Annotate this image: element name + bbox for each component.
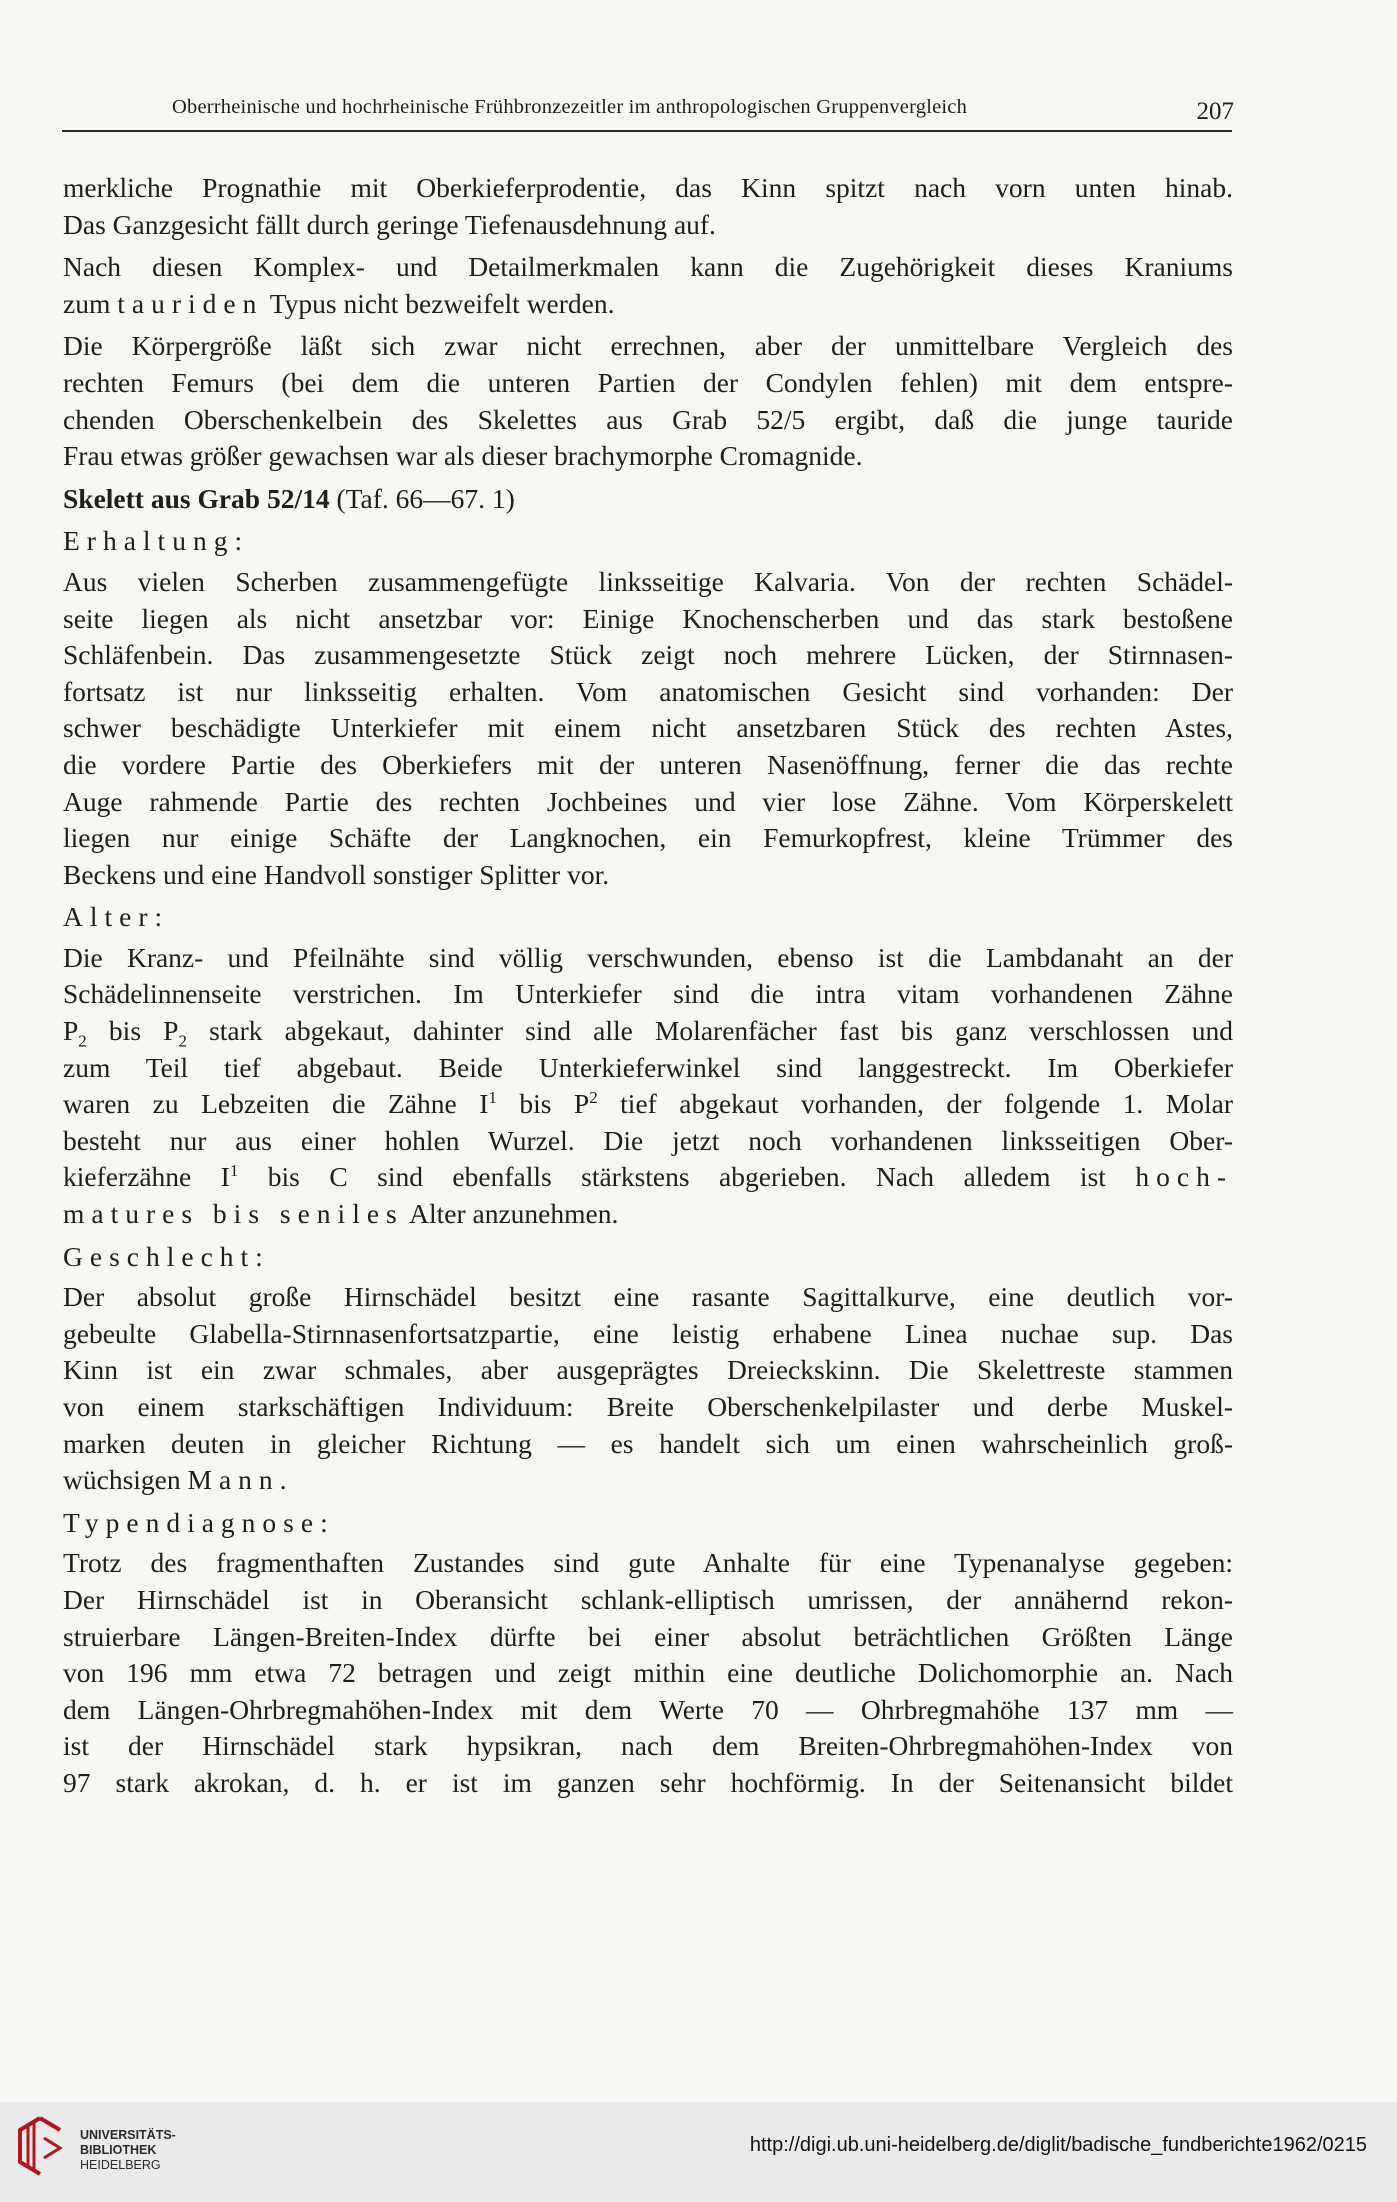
paragraph-zugehoerigkeit xyxy=(63,249,1233,322)
paragraph-geschlecht xyxy=(63,1279,1233,1499)
text-line: Das Ganzgesicht fällt durch geringe Tiefenausdehnung auf. xyxy=(63,208,716,240)
text-line: die vordere Partie des Oberkiefers mit der unteren Nasenöffnung, ferner die das rechte xyxy=(63,748,1233,780)
text-line: marken deuten in gleicher Richtung — es handelt sich um einen wahrscheinlich groß- xyxy=(63,1427,1233,1459)
label-geschlecht: Geschlecht: xyxy=(63,1240,270,1272)
text-line: seite liegen als nicht ansetzbar vor: Einige Knochenscherben und das stark bestoßene xyxy=(63,602,1233,634)
paragraph-prognathie xyxy=(63,170,1233,243)
section-heading-ref: (Taf. 66—67. 1) xyxy=(329,482,515,514)
text-line: besteht nur aus einer hohlen Wurzel. Die jetzt noch vorhandenen linksseitigen Ober- xyxy=(63,1124,1233,1156)
text-fragment: waren zu Lebzeiten die Zähne I xyxy=(63,1088,489,1120)
text-line: ist der Hirnschädel stark hypsikran, nach dem Breiten-Ohrbregmahöhen-Index von xyxy=(63,1730,1233,1762)
library-name-line: HEIDELBERG xyxy=(80,2158,161,2172)
superscript: 2 xyxy=(589,1088,598,1108)
text-line xyxy=(63,1159,1233,1196)
text-line: Der absolut große Hirnschädel besitzt eine rasante Sagittalkurve, eine deutlich vor- xyxy=(63,1281,1233,1313)
text-line: chenden Oberschenkelbein des Skelettes aus Grab 52/5 ergibt, daß die junge tauride xyxy=(63,403,1233,435)
text-line: Aus vielen Scherben zusammengefügte linksseitige Kalvaria. Von der rechten Schädel- xyxy=(63,565,1233,597)
spaced-term: hoch- xyxy=(1135,1161,1233,1193)
body-text xyxy=(63,170,1233,1808)
paragraph-alter xyxy=(63,940,1233,1233)
text-line: rechten Femurs (bei dem die unteren Partien der Condylen fehlen) mit dem entspre- xyxy=(63,366,1233,398)
section-heading xyxy=(63,481,1233,518)
text-line: Schläfenbein. Das zusammengesetzte Stück zeigt noch mehrere Lücken, der Stirnnasen- xyxy=(63,639,1233,671)
text-line: zum Teil tief abgebaut. Beide Unterkieferwinkel sind langgestreckt. Im Oberkiefer xyxy=(63,1051,1233,1083)
text-line: von 196 mm etwa 72 betragen und zeigt mithin eine deutliche Dolichomorphie an. Nach xyxy=(63,1657,1233,1689)
section-heading-bold: Skelett aus Grab 52/14 xyxy=(63,482,330,514)
paragraph-typendiagnose xyxy=(63,1545,1233,1801)
text-fragment: bis P xyxy=(86,1015,179,1047)
text-line xyxy=(63,1196,1233,1233)
text-line: Der Hirnschädel ist in Oberansicht schlank-elliptisch umrissen, der annähernd rekon- xyxy=(63,1583,1233,1615)
text-fragment: Alter anzunehmen. xyxy=(403,1198,619,1230)
library-footer xyxy=(0,2102,1397,2202)
label-alter: Alter: xyxy=(63,901,170,933)
text-line: struierbare Längen-Breiten-Index dürfte bei einer absolut beträchtlichen Größten Länge xyxy=(63,1620,1233,1652)
text-line: gebeulte Glabella-Stirnnasenfortsatzpartie, eine leistig erhabene Linea nuchae sup. Das xyxy=(63,1317,1233,1349)
label-typendiagnose: Typendiagnose: xyxy=(63,1506,335,1538)
paragraph-koerpergroesse xyxy=(63,328,1233,474)
text-line: Beckens und eine Handvoll sonstiger Splitter vor. xyxy=(63,858,610,890)
text-line xyxy=(63,1013,1233,1050)
subscript: 2 xyxy=(178,1031,187,1051)
text-line: Die Körpergröße läßt sich zwar nicht errechnen, aber der unmittelbare Vergleich des xyxy=(63,330,1233,362)
text-line: Schädelinnenseite verstrichen. Im Unterkiefer sind die intra vitam vorhandenen Zähne xyxy=(63,978,1233,1010)
spaced-term: matures bis seniles xyxy=(63,1198,404,1230)
library-name-line: BIBLIOTHEK xyxy=(80,2143,157,2157)
library-logo-icon xyxy=(14,2114,66,2184)
text-fragment: wüchsigen xyxy=(63,1464,181,1496)
text-line: liegen nur einige Schäfte der Langknochen, ein Femurkopfrest, kleine Trümmer des xyxy=(63,822,1233,854)
paragraph-erhaltung xyxy=(63,564,1233,893)
label-erhaltung: Erhaltung: xyxy=(63,525,250,557)
text-line: Kinn ist ein zwar schmales, aber ausgeprägtes Dreieckskinn. Die Skelettreste stammen xyxy=(63,1354,1233,1386)
text-line xyxy=(63,1086,1233,1123)
text-line: von einem starkschäftigen Individuum: Breite Oberschenkelpilaster und derbe Muskel- xyxy=(63,1391,1233,1422)
library-name-line: UNIVERSITÄTS- xyxy=(80,2128,176,2142)
text-line: Trotz des fragmenthaften Zustandes sind gute Anhalte für eine Typenanalyse gegeben: xyxy=(63,1547,1233,1579)
text-line: schwer beschädigte Unterkiefer mit einem nicht ansetzbaren Stück des rechten Astes, xyxy=(63,712,1233,744)
text-fragment: stark abgekaut, dahinter sind alle Molarenfächer fast bis ganz verschlossen und xyxy=(186,1015,1233,1047)
text-line: 97 stark akrokan, d. h. er ist im ganzen sehr hochförmig. In der Seitenansicht bildet xyxy=(63,1766,1233,1798)
text-line: Frau etwas größer gewachsen war als dieser brachymorphe Cromagnide. xyxy=(63,440,863,472)
text-line: Nach diesen Komplex- und Detailmerkmalen kann die Zugehörigkeit dieses Kraniums xyxy=(63,251,1233,283)
text-line: Auge rahmende Partie des rechten Jochbeines und vier lose Zähne. Vom Körperskelett xyxy=(63,785,1233,817)
text-line: merkliche Prognathie mit Oberkieferprodentie, das Kinn spitzt nach vorn unten hinab. xyxy=(63,172,1233,203)
text-line xyxy=(63,286,1233,323)
spaced-term: Mann. xyxy=(187,1464,294,1496)
text-fragment: bis C sind ebenfalls stärkstens abgerieben. Nach alledem ist xyxy=(238,1161,1106,1193)
library-name xyxy=(80,2128,176,2173)
text-line xyxy=(63,1462,1233,1499)
superscript: 1 xyxy=(229,1161,239,1181)
spaced-term: tauriden xyxy=(117,287,264,319)
text-line: fortsatz ist nur linksseitig erhalten. Vom anatomischen Gesicht sind vorhanden: Der xyxy=(63,675,1233,707)
text-fragment: Typus nicht bezweifelt werden. xyxy=(269,287,615,319)
text-fragment: zum xyxy=(63,287,111,319)
text-fragment: kieferzähne I xyxy=(63,1161,230,1193)
running-head xyxy=(62,96,1232,132)
page-number: 207 xyxy=(1196,98,1234,125)
text-fragment: P xyxy=(63,1015,79,1047)
superscript: 1 xyxy=(488,1088,497,1108)
text-fragment: tief abgekaut vorhanden, der folgende 1. Molar xyxy=(597,1088,1233,1120)
text-line: dem Längen-Ohrbregmahöhen-Index mit dem Werte 70 — Ohrbregmahöhe 137 mm — xyxy=(63,1693,1233,1725)
subscript: 2 xyxy=(78,1031,87,1051)
running-title: Oberrheinische und hochrheinische Frühbronzezeitler im anthropologischen Gruppenvergleich xyxy=(172,96,968,118)
text-fragment: bis P xyxy=(496,1088,590,1120)
text-line: Die Kranz- und Pfeilnähte sind völlig verschwunden, ebenso ist die Lambdanaht an der xyxy=(63,941,1233,973)
permalink-url[interactable]: http://digi.ub.uni-heidelberg.de/diglit/badische_fundberichte1962/0215 xyxy=(749,2134,1367,2156)
